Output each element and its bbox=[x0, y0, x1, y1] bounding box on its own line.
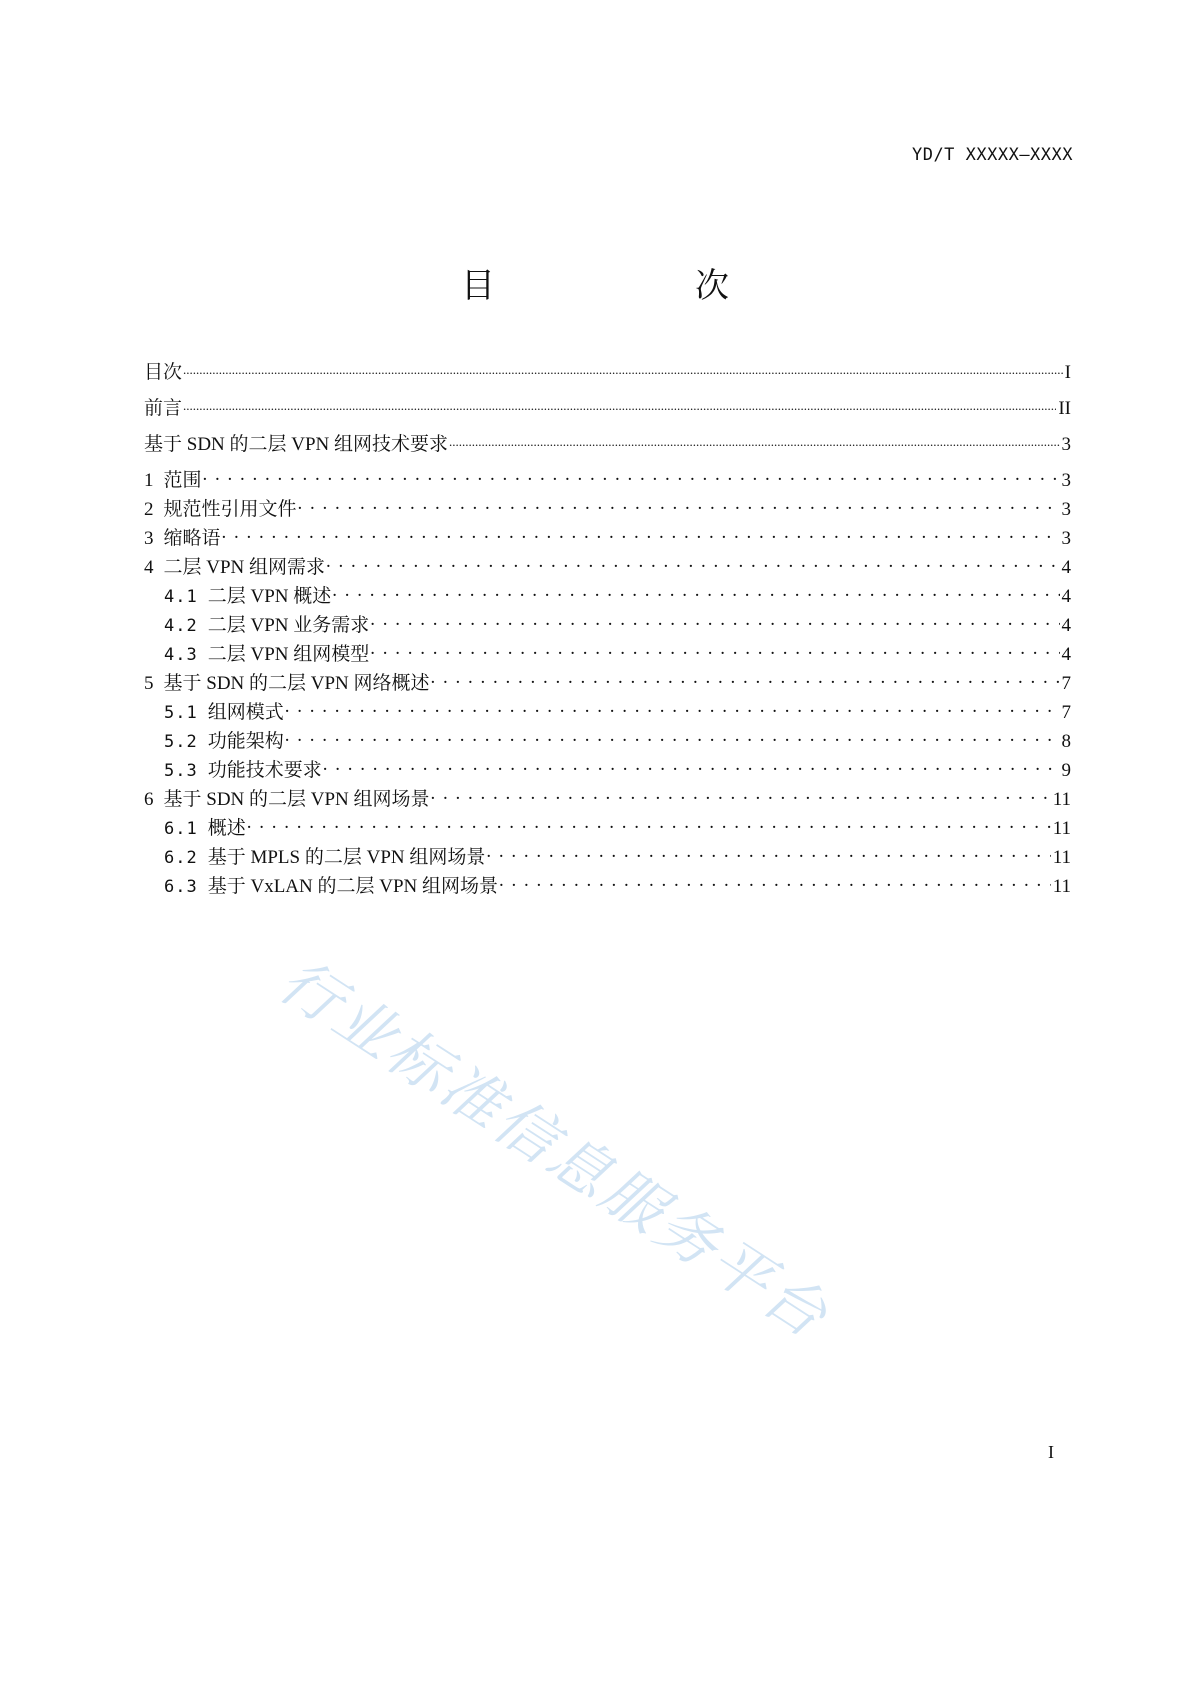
toc-entry-page: 4 bbox=[1061, 586, 1071, 607]
toc-subentry[interactable] bbox=[144, 639, 1071, 666]
toc-entry-page: 4 bbox=[1061, 644, 1071, 665]
toc-subentry[interactable] bbox=[144, 871, 1071, 898]
toc-entry-page: I bbox=[1064, 362, 1071, 383]
toc-entry-text: 缩略语 bbox=[163, 528, 221, 549]
toc-entry-text: 功能技术要求 bbox=[207, 760, 322, 781]
toc-entry-number: 4.3 bbox=[164, 645, 198, 665]
toc-entry-number: 5.3 bbox=[164, 761, 198, 781]
watermark: 行业标准信息服务平台 bbox=[266, 945, 842, 1354]
toc-entry-number: 2 bbox=[144, 499, 154, 520]
document-code: YD/T XXXXX—XXXX bbox=[911, 145, 1073, 165]
dot-leader bbox=[431, 786, 1051, 805]
toc-entry-page: 11 bbox=[1052, 789, 1071, 810]
toc-entry-text: 基于 MPLS 的二层 VPN 组网场景 bbox=[207, 847, 486, 868]
toc-entry[interactable] bbox=[144, 552, 1071, 579]
toc-entry-page: 3 bbox=[1061, 434, 1071, 455]
toc-entry[interactable] bbox=[144, 668, 1071, 695]
toc-entry-page: 3 bbox=[1061, 528, 1071, 549]
toc-subentry[interactable] bbox=[144, 726, 1071, 753]
toc-entry-page: 11 bbox=[1052, 818, 1071, 839]
toc-entry-page: 3 bbox=[1061, 499, 1071, 520]
toc-subentry[interactable] bbox=[144, 610, 1071, 637]
page-number: I bbox=[1048, 1442, 1054, 1462]
toc-entry-text: 功能架构 bbox=[207, 731, 284, 752]
dot-leader bbox=[285, 728, 1060, 747]
toc-entry-page: 7 bbox=[1061, 673, 1071, 694]
toc-entry-text: 基于 SDN 的二层 VPN 组网场景 bbox=[163, 789, 430, 810]
toc-entry-text: 范围 bbox=[163, 470, 202, 491]
toc-entry-number: 5.1 bbox=[164, 703, 198, 723]
dot-leader bbox=[247, 815, 1051, 834]
toc-entry[interactable] bbox=[144, 393, 1071, 420]
toc-entry-page: 11 bbox=[1052, 876, 1071, 897]
dot-leader bbox=[183, 395, 1056, 414]
toc-subentry[interactable] bbox=[144, 581, 1071, 608]
dot-leader bbox=[499, 873, 1051, 892]
toc-entry-page: II bbox=[1058, 398, 1071, 419]
toc-entry-text: 前言 bbox=[144, 398, 183, 419]
toc-entry-text: 二层 VPN 业务需求 bbox=[207, 615, 370, 636]
toc-subentry[interactable] bbox=[144, 813, 1071, 840]
toc-entry-text: 基于 SDN 的二层 VPN 网络概述 bbox=[163, 673, 430, 694]
dot-leader bbox=[370, 612, 1059, 631]
toc-entry-page: 11 bbox=[1052, 847, 1071, 868]
toc-entry-number: 5 bbox=[144, 673, 154, 694]
toc-entry-number: 1 bbox=[144, 470, 154, 491]
toc-entry-page: 9 bbox=[1061, 760, 1071, 781]
dot-leader bbox=[370, 641, 1059, 660]
toc-entry[interactable] bbox=[144, 784, 1071, 811]
toc-entry-text: 目次 bbox=[144, 362, 183, 383]
toc-entry-page: 4 bbox=[1061, 557, 1071, 578]
dot-leader bbox=[431, 670, 1060, 689]
toc-entry-text: 规范性引用文件 bbox=[163, 499, 297, 520]
toc-entry-number: 6.1 bbox=[164, 819, 198, 839]
dot-leader bbox=[222, 525, 1060, 544]
toc-entry[interactable] bbox=[144, 357, 1071, 384]
dot-leader bbox=[203, 467, 1060, 486]
toc-entry-number: 6 bbox=[144, 789, 154, 810]
toc-subentry[interactable] bbox=[144, 697, 1071, 724]
toc-entry[interactable] bbox=[144, 429, 1071, 456]
dot-leader bbox=[183, 359, 1063, 378]
dot-leader bbox=[323, 757, 1060, 776]
toc-entry[interactable] bbox=[144, 465, 1071, 492]
toc-entry-text: 基于 VxLAN 的二层 VPN 组网场景 bbox=[207, 876, 498, 897]
toc-title: 目 次 bbox=[461, 266, 773, 306]
dot-leader bbox=[449, 431, 1059, 450]
dot-leader bbox=[285, 699, 1060, 718]
toc-entry-page: 4 bbox=[1061, 615, 1071, 636]
toc-entry-page: 7 bbox=[1061, 702, 1071, 723]
dot-leader bbox=[326, 554, 1059, 573]
toc-subentry[interactable] bbox=[144, 842, 1071, 869]
toc-entry-text: 组网模式 bbox=[207, 702, 284, 723]
dot-leader bbox=[332, 583, 1059, 602]
toc-entry-number: 6.2 bbox=[164, 848, 198, 868]
toc-entry-number: 5.2 bbox=[164, 732, 198, 752]
toc-entry-number: 3 bbox=[144, 528, 154, 549]
toc-entry-text: 基于 SDN 的二层 VPN 组网技术要求 bbox=[144, 434, 449, 455]
toc-entry-number: 4 bbox=[144, 557, 154, 578]
dot-leader bbox=[298, 496, 1060, 515]
toc-entry[interactable] bbox=[144, 523, 1071, 550]
toc-entry-text: 二层 VPN 组网模型 bbox=[207, 644, 370, 665]
toc-entry-page: 3 bbox=[1061, 470, 1071, 491]
toc-entry-text: 二层 VPN 概述 bbox=[207, 586, 332, 607]
toc-entry[interactable] bbox=[144, 494, 1071, 521]
toc-entry-number: 4.1 bbox=[164, 587, 198, 607]
dot-leader bbox=[486, 844, 1050, 863]
toc-entry-text: 二层 VPN 组网需求 bbox=[163, 557, 326, 578]
toc-entry-page: 8 bbox=[1061, 731, 1071, 752]
toc-entry-text: 概述 bbox=[207, 818, 246, 839]
toc-entry-number: 6.3 bbox=[164, 877, 198, 897]
toc-entry-number: 4.2 bbox=[164, 616, 198, 636]
toc-subentry[interactable] bbox=[144, 755, 1071, 782]
